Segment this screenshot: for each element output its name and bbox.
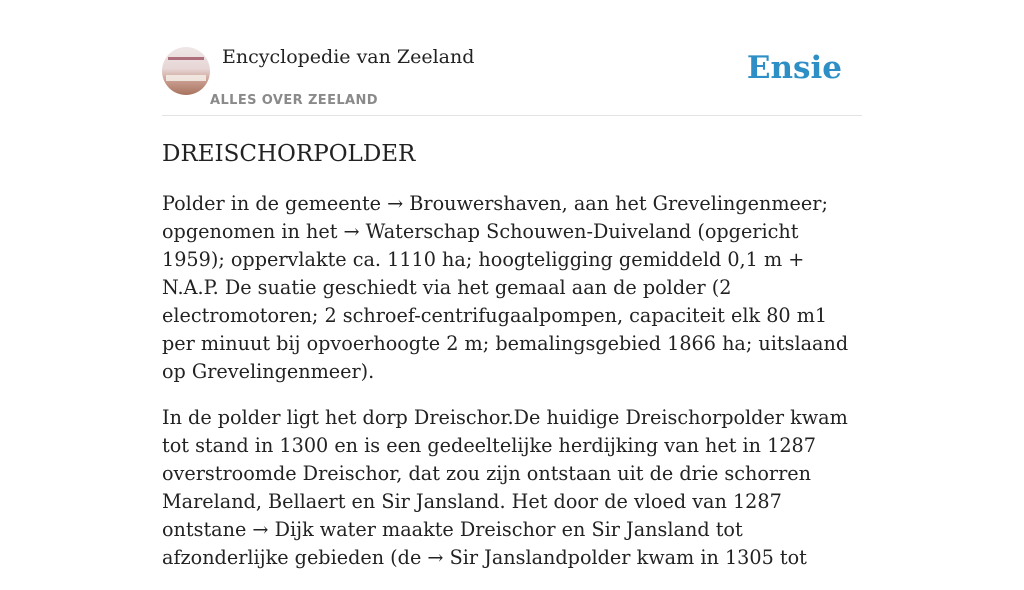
article: [162, 138, 864, 590]
site-header: [162, 44, 862, 116]
avatar-decoration: [168, 57, 204, 60]
brand-logo[interactable]: Ensie: [746, 50, 842, 86]
site-title[interactable]: Encyclopedie van Zeeland: [222, 46, 475, 68]
site-logo-avatar[interactable]: [162, 47, 210, 95]
article-paragraph: Polder in de gemeente → Brouwershaven, aan het Grevelingenmeer; opgenomen in het → Waterschap Schouwen-Duiveland (opgericht 1959); oppervlakte ca. 1110 ha; hoogteligging gemiddeld 0,1 m + N.A.P. De suatie geschiedt via het gemaal aan de polder (2 electromotoren; 2 schroef-centrifugaalpompen, capaciteit elk 80 m1 per minuut bij opvoerhoogte 2 m; bemalingsgebied 1866 ha; uitslaand op Grevelingenmeer).: [162, 192, 849, 383]
avatar-decoration: [166, 75, 206, 81]
article-paragraph: In de polder ligt het dorp Dreischor.De huidige Dreischorpolder kwam tot stand in 1300 en is een gedeeltelijke herdijking van het in 1287 overstroomde Dreischor, dat zou zijn ontstaan uit de drie schorren Mareland, Bellaert en Sir Jansland. Het door de vloed van 1287 ontstane → Dijk water maakte Dreischor en Sir Jansland tot afzonderlijke gebieden (de → Sir Janslandpolder kwam in 1305 tot: [162, 406, 848, 569]
entry-title: DREISCHORPOLDER: [162, 141, 416, 167]
site-subtitle: ALLES OVER ZEELAND: [210, 93, 378, 108]
header-divider: [162, 115, 862, 116]
